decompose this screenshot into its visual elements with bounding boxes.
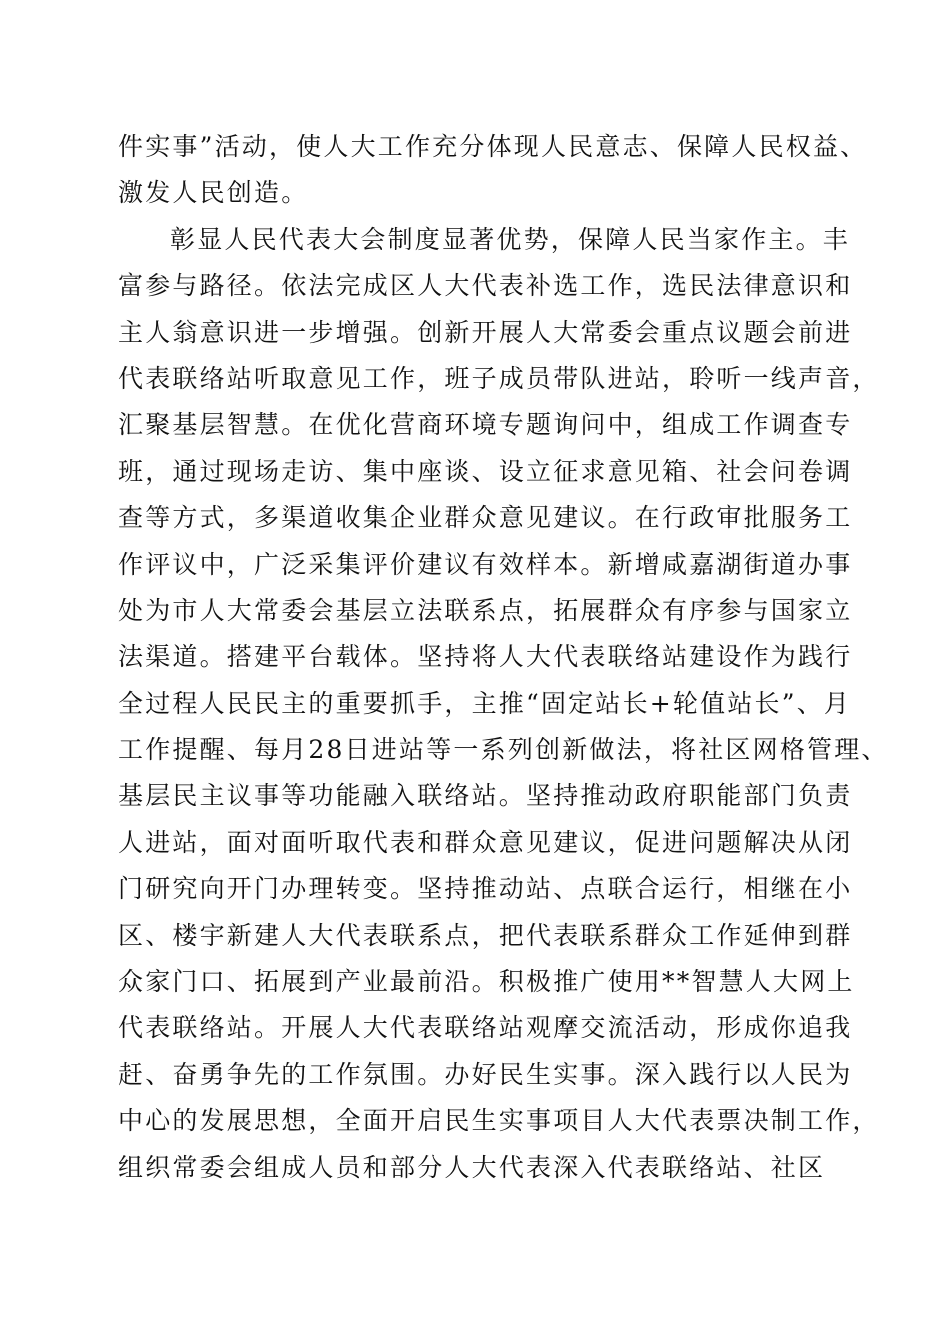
paragraph-2-line-13: 基层民主议事等功能融入联络站。坚持推动政府职能部门负责: [118, 781, 853, 811]
paragraph-2-line-21: 组织常委会组成人员和部分人大代表深入代表联络站、社区: [118, 1152, 826, 1182]
paragraph-2-line-16: 区、楼宇新建人大代表联系点，把代表联系群众工作延伸到群: [118, 920, 853, 950]
paragraph-2-line-4: 代表联络站听取意见工作，班子成员带队进站，聆听一线声音，: [118, 363, 880, 393]
paragraph-2-line-12: 工作提醒、每月28日进站等一系列创新做法，将社区网格管理、: [118, 735, 889, 765]
paragraph-2-line-20: 中心的发展思想，全面开启民生实事项目人大代表票决制工作，: [118, 1106, 880, 1136]
paragraph-2-line-17: 众家门口、拓展到产业最前沿。积极推广使用**智慧人大网上: [118, 967, 855, 997]
paragraph-2-line-3: 主人翁意识进一步增强。创新开展人大常委会重点议题会前进: [118, 317, 853, 347]
paragraph-2-line-18: 代表联络站。开展人大代表联络站观摩交流活动，形成你追我: [118, 1013, 853, 1043]
paragraph-2-line-7: 查等方式，多渠道收集企业群众意见建议。在行政审批服务工: [118, 503, 853, 533]
paragraph-2-line-1: 彰显人民代表大会制度显著优势，保障人民当家作主。丰: [170, 224, 851, 254]
paragraph-2-line-9: 处为市人大常委会基层立法联系点，拓展群众有序参与国家立: [118, 595, 853, 625]
paragraph-2-line-14: 人进站，面对面听取代表和群众意见建议，促进问题解决从闭: [118, 827, 853, 857]
paragraph-1-line-2: 激发人民创造。: [118, 178, 309, 208]
paragraph-2-line-11: 全过程人民民主的重要抓手，主推“固定站长+轮值站长”、月: [118, 688, 852, 718]
paragraph-1-line-1: 件实事”活动，使人大工作充分体现人民意志、保障人民权益、: [118, 132, 868, 161]
paragraph-2-line-8: 作评议中，广泛采集评价建议有效样本。新增咸嘉湖街道办事: [118, 549, 853, 579]
paragraph-2-line-19: 赶、奋勇争先的工作氛围。办好民生实事。深入践行以人民为: [118, 1059, 853, 1089]
paragraph-2-line-5: 汇聚基层智慧。在优化营商环境专题询问中，组成工作调查专: [118, 410, 853, 440]
paragraph-2-line-2: 富参与路径。依法完成区人大代表补选工作，选民法律意识和: [118, 271, 853, 301]
body-text: [118, 124, 889, 1191]
paragraph-2-line-10: 法渠道。搭建平台载体。坚持将人大代表联络站建设作为践行: [118, 642, 853, 672]
paragraph-2-line-15: 门研究向开门办理转变。坚持推动站、点联合运行，相继在小: [118, 874, 853, 904]
paragraph-2-line-6: 班，通过现场走访、集中座谈、设立征求意见箱、社会问卷调: [118, 456, 853, 486]
